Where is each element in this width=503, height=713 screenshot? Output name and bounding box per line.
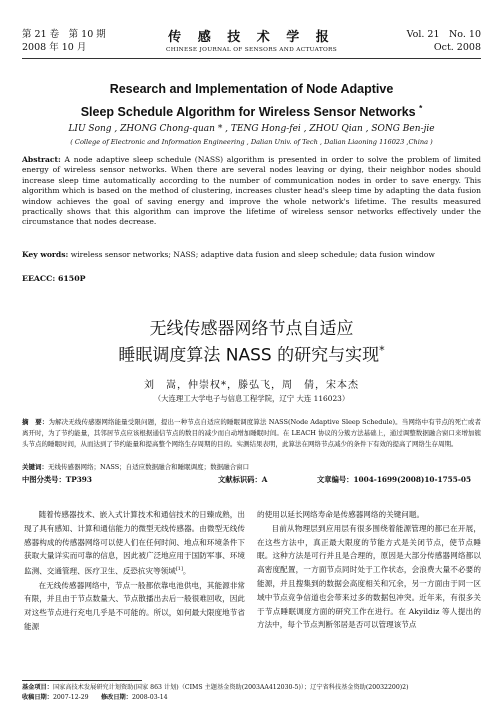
chinese-title-line1: 无线传感器网络节点自适应 <box>149 319 354 339</box>
revised-label: 修改日期： <box>101 694 132 701</box>
header-divider <box>22 58 481 59</box>
chinese-affiliation: （大连理工大学电子与信息工程学院，辽宁 大连 116023） <box>153 394 350 403</box>
body-paragraph: 随着传感器技术、嵌入式计算技术和通信技术的日臻成熟，出现了具有感知、计算和通信能力的微型无线传感器。由微型无线传感器构成的传感器网络可以使人们在任何时间、地点和环境条件下获取大量详实而可靠的信息，因此被广泛地应用于国防军事、环境监测、交通管理、医疗卫生、反恐抗灾等领域[1]。 <box>24 510 245 576</box>
chinese-title-line2: 睡眠调度算法 NASS 的研究与实现 <box>118 345 380 366</box>
revised-date: 2008-03-14 <box>131 694 168 701</box>
english-affiliation: ( College of Electronic and Information Engineering , Dalian Univ. of Tech , Dalian Liaoning 116023 ,China ) <box>70 138 433 146</box>
chinese-abstract-label: 摘 要： <box>22 418 49 426</box>
journal-name-cn: 传 感 技 术 学 报 <box>168 30 335 45</box>
journal-name-en: CHINESE JOURNAL OF SENSORS AND ACTUATORS <box>166 47 337 53</box>
clc-number: 中图分类号：TP393 <box>22 475 92 484</box>
date-en: Oct. 2008 <box>433 42 481 53</box>
chinese-keywords-text: 无线传感器网络；NASS；自适应数据融合和睡眠调度；数据融合窗口 <box>48 463 250 471</box>
english-authors: LIU Song , ZHONG Chong-quan * , TENG Hong-fei , ZHOU Qian , SONG Ben-jie <box>68 124 435 134</box>
chinese-title <box>0 318 503 367</box>
chinese-authors: 刘 嵩，仲崇权*，滕弘飞，周 倩，宋本杰 <box>144 380 359 391</box>
date-cn: 2008 年 10 月 <box>22 42 87 53</box>
body-paragraph: 目前从物理层到应用层有很多围绕着能源管理的都已在开展，在这些方法中，真正最大限度的节能方式是关闭节点，使节点睡眠。这种方法是可行并且是合理的，原因是大部分传感器网络都以高密度配置，一方面节点同时处于工作状态，会浪费大量不必要的能源，并且搜集到的数据会高度相关和冗余，另一方面由于同一区域中节点竞争信道也会带来过多的数据包冲突。近年来，有很多关于节点睡眠调度方面的研究工作在进行。在 Akyildiz 等人提出的方法中，每个节点判断邻居是否可以管理该节点 <box>257 523 481 630</box>
english-title-line2: Sleep Schedule Algorithm for Wireless Sensor Networks <box>80 105 416 120</box>
english-title-footnote-mark: * <box>419 104 423 113</box>
abstract-label: Abstract: <box>22 155 61 164</box>
chinese-abstract <box>22 417 481 451</box>
footnote <box>22 683 481 703</box>
issue-info-en <box>407 28 481 54</box>
footnote-divider <box>22 680 142 681</box>
body-paragraph: 的使用以延长网络寿命是传感器网络的关键问题。 <box>257 510 425 519</box>
english-title-line1: Research and Implementation of Node Adaptive <box>109 82 394 96</box>
english-title <box>0 79 503 122</box>
fund-label: 基金项目： <box>22 684 53 691</box>
english-abstract <box>22 155 481 228</box>
chinese-abstract-text: 为解决无线传感器网络能量受限问题，提出一种节点自适应的睡眠调度算法 NASS(Node Adaptive Sleep Schedule)。当网络中有节点的死亡或者离开时，为了节约能量，其邻居节点应该根据通信节点的数目的减少而自动增加睡眠时间。在 LEACH 协议的分簇方法基础上，通过调整数据融合窗口来增加簇头节点的睡眠时间，从而达到了节约能量和提高整个网络生存周期的目的。实测结果表明，此算法在网络节点减少的条件下有效的提高了网络生存周期。 <box>22 418 481 449</box>
keywords-label: Key words: <box>22 250 69 259</box>
received-date: 2007-12-29 <box>52 694 89 701</box>
chinese-title-footnote-mark: * <box>379 344 385 357</box>
body-column-right <box>257 508 481 632</box>
received-label: 收稿日期： <box>22 694 53 701</box>
keywords-text: wireless sensor networks; NASS; adaptive data fusion and sleep schedule; data fusion window <box>68 250 435 259</box>
fund-text: 国家高技术发展研究计划资助(国家 863 计划)（CIMS 主题基金资助(2003AA412030-5)）；辽宁省科技基金资助(20032200)2) <box>52 684 409 691</box>
article-id: 文章编号：1004-1699(2008)10-1755-05 <box>317 475 472 484</box>
document-code: 文献标识码：A <box>218 475 268 484</box>
body-paragraph: 在无线传感器网络中，节点一般都依靠电池供电，其能源非常有限，并且由于节点数量大、节点散播出去后一般很难回收，因此对这些节点进行充电几乎是不可能的。所以，如何最大限度地节省能源 <box>24 580 245 631</box>
eeacc-code: EEACC: 6150P <box>22 274 86 283</box>
abstract-text: A node adaptive sleep schedule (NASS) algorithm is presented in order to solve the problem of limited energy of wireless sensor networks. When there are several nodes leaving or dying, their neighbor nodes should increase sleep time automatically according to the number of communication nodes in order to save energy. This algorithm which is based on the method of clustering, increases cluster head's sleep time by adapting the data fusion window achieves the goal of saving energy and improve the whole network's lifetime. The results measured practically shows that this algorithm can improve the lifetime of wireless sensor networks effectively under the circumstance that nodes decrease. <box>22 155 481 227</box>
body-column-left <box>24 508 245 634</box>
chinese-keywords <box>22 462 481 472</box>
volume-cn: 第 21 卷 第 10 期 <box>22 29 106 40</box>
citation-ref: [1] <box>175 566 183 573</box>
english-keywords <box>22 250 481 260</box>
chinese-keywords-label: 关键词： <box>22 463 48 471</box>
volume-en: Vol. 21 No. 10 <box>406 29 481 40</box>
